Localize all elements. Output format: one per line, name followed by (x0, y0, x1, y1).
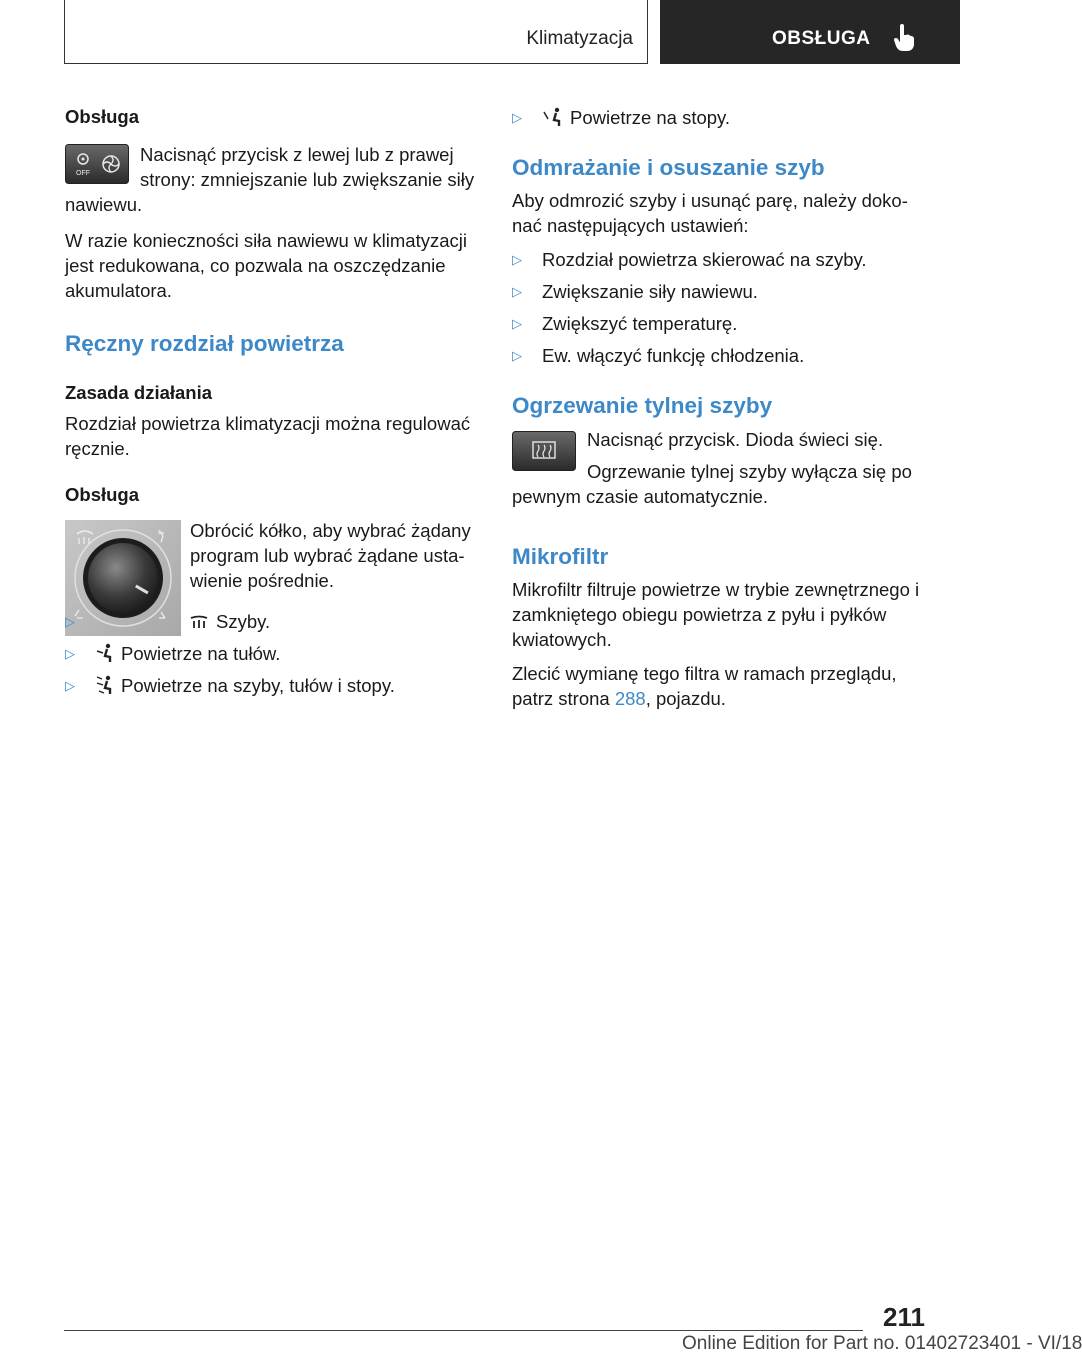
page-reference-link[interactable]: 288 (614, 688, 646, 709)
windshield-torso-feet-airflow-icon (95, 675, 113, 695)
triangle-bullet-icon: ▷ (512, 284, 522, 299)
rear-window-heading: Ogrzewanie tylnej szyby (512, 393, 773, 418)
list-item-text: Powietrze na tułów. (121, 643, 281, 664)
battery-note: W razie konieczności siła nawiewu w klimatyzacji jest redukowana, co pozwala na oszczędzanie akumulatora. (65, 230, 467, 301)
manual-distribution-heading: Ręczny rozdział powietrza (65, 331, 344, 356)
list-item-text: Ew. włączyć funkcję chłodzenia. (542, 345, 805, 366)
triangle-bullet-icon: ▷ (512, 252, 522, 267)
list-item (512, 247, 930, 272)
chapter-tab[interactable] (660, 0, 960, 64)
page-number: 211 (883, 1302, 925, 1332)
header-box (64, 0, 648, 64)
triangle-bullet-icon: ▷ (65, 678, 75, 693)
defrost-heading: Odmrażanie i osuszanie szyb (512, 155, 825, 180)
torso-airflow-icon (95, 643, 113, 663)
left-column (65, 104, 478, 698)
operation-subheading-2: Obsługa (65, 484, 140, 505)
list-item (512, 279, 930, 304)
triangle-bullet-icon: ▷ (65, 646, 75, 661)
list-item-text: Zwiększanie siły nawiewu. (542, 281, 758, 302)
list-item (512, 105, 930, 130)
triangle-bullet-icon: ▷ (512, 110, 522, 125)
footer-divider (64, 1330, 863, 1331)
operation-subheading: Obsługa (65, 106, 140, 127)
list-item-text: Rozdział powietrza skierować na szyby. (542, 249, 867, 270)
chapter-tab-label: OBSŁUGA (772, 28, 871, 49)
list-item-text: Zwiększyć temperaturę. (542, 313, 738, 334)
windshield-airflow-icon (190, 615, 208, 631)
pointing-hand-icon (894, 24, 916, 52)
svg-text:OFF: OFF (76, 170, 90, 177)
rear-window-text: Nacisnąć przycisk. Dioda świeci się. (587, 429, 884, 450)
fan-speed-button-image (65, 144, 129, 184)
triangle-bullet-icon: ▷ (512, 348, 522, 363)
list-item (512, 343, 930, 368)
microfilter-note-end: , pojazdu. (645, 688, 726, 709)
defrost-text: Aby odmrozić szyby i usunąć parę, należy doko- nać następujących ustawień: (512, 190, 908, 236)
principle-text: Rozdział powietrza klimatyzacji można regulować ręcznie. (65, 413, 471, 459)
list-item (65, 641, 478, 666)
list-item-text: Powietrze na szyby, tułów i stopy. (121, 675, 395, 696)
edition-text: Online Edition for Part no. 01402723401 - VI/18 (682, 1333, 1082, 1354)
list-item-text: Szyby. (216, 611, 271, 632)
list-item (65, 673, 478, 698)
feet-airflow-icon (542, 107, 562, 127)
triangle-bullet-icon: ▷ (512, 316, 522, 331)
rear-window-defrost-button-image (512, 431, 576, 471)
microfilter-note-text: Zlecić wymianę tego filtra w ramach przeglądu, patrz strona (512, 663, 897, 709)
microfilter-text: Mikrofiltr filtruje powietrze w trybie zewnętrznego i zamkniętego obiegu powietrza z pyłu i pyłków kwiatowych. (512, 579, 920, 650)
principle-subheading: Zasada działania (65, 382, 213, 403)
microfilter-heading: Mikrofiltr (512, 544, 609, 569)
list-item-text: Powietrze na stopy. (570, 107, 731, 128)
triangle-bullet-icon: ▷ (65, 614, 75, 629)
right-column (512, 104, 930, 711)
section-title: Klimatyzacja (526, 28, 633, 49)
rear-window-note: Ogrzewanie tylnej szyby wyłącza się po pewnym czasie automatycznie. (512, 461, 912, 507)
microfilter-note (512, 661, 930, 711)
operation-text: Nacisnąć przycisk z lewej lub z prawej strony: zmniejszanie lub zwiększanie siły nawiewu. (65, 144, 475, 215)
list-item (512, 311, 930, 336)
dial-operation-text: Obrócić kółko, aby wybrać żądany program lub wybrać żądane usta- wienie pośrednie. (190, 520, 471, 591)
list-item (65, 609, 478, 634)
